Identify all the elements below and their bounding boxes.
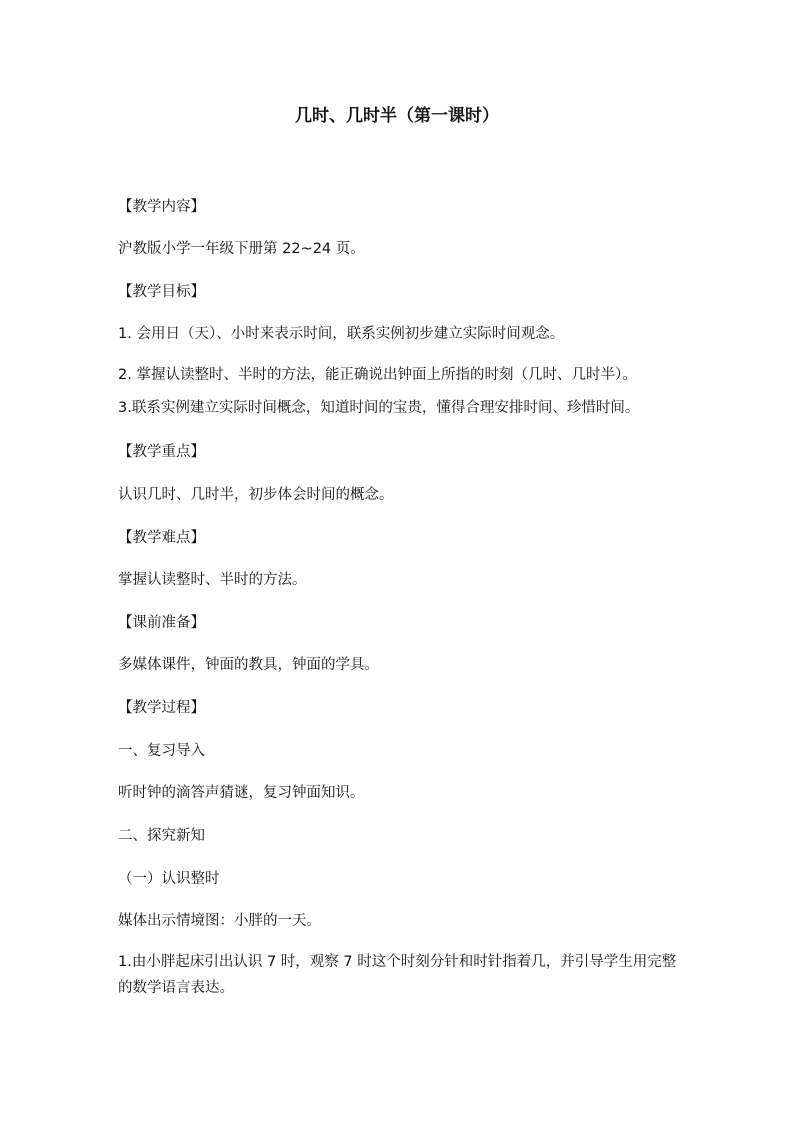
paragraph-key-points: 认识几时、几时半，初步体会时间的概念。	[118, 487, 394, 503]
paragraph-difficulties: 掌握认读整时、半时的方法。	[118, 572, 307, 588]
subheading-whole-hours: （一）认识整时	[118, 871, 220, 887]
section-heading-process: 【教学过程】	[118, 700, 205, 716]
section-heading-key-points: 【教学重点】	[118, 444, 205, 460]
section-heading-content: 【教学内容】	[118, 199, 205, 215]
paragraph-scenario: 媒体出示情境图：小胖的一天。	[118, 913, 321, 929]
objective-1: 1. 会用日（天）、小时来表示时间，联系实例初步建立实际时间观念。	[118, 326, 565, 342]
document-title: 几时、几时半（第一课时）	[295, 106, 499, 126]
subheading-review: 一、复习导入	[118, 743, 205, 759]
paragraph-step-1: 1.由小胖起床引出认识 7 时，观察 7 时这个时刻分针和时针指着几，并引导学生用完整的数学语言表达。	[118, 954, 677, 996]
section-heading-preparation: 【课前准备】	[118, 615, 205, 631]
subheading-explore: 二、探究新知	[118, 828, 205, 844]
paragraph-review: 听时钟的滴答声猜谜，复习钟面知识。	[118, 785, 365, 801]
section-heading-objectives: 【教学目标】	[118, 284, 205, 300]
section-heading-difficulties: 【教学难点】	[118, 530, 205, 546]
objective-3: 3.联系实例建立实际时间概念，知道时间的宝贵，懂得合理安排时间、珍惜时间。	[118, 400, 640, 416]
paragraph-preparation: 多媒体课件，钟面的教具，钟面的学具。	[118, 657, 379, 673]
paragraph-content: 沪教版小学一年级下册第 22~24 页。	[118, 241, 365, 257]
objective-2: 2. 掌握认读整时、半时的方法，能正确说出钟面上所指的时刻（几时、几时半）。	[118, 367, 637, 383]
